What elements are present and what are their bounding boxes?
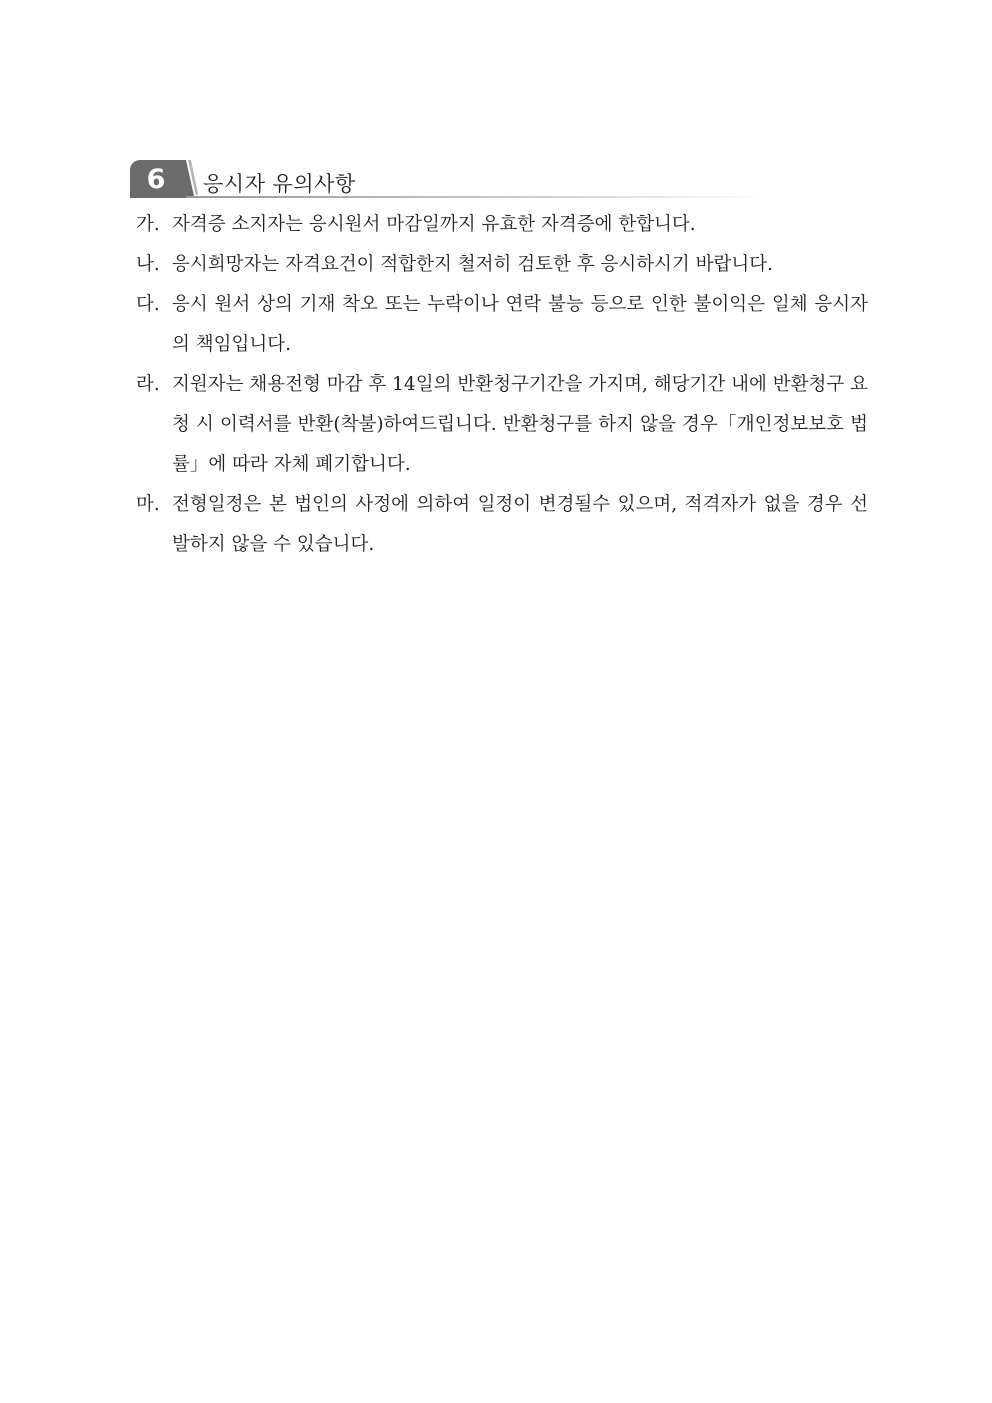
notice-item: [136, 365, 868, 485]
notice-item: [136, 245, 868, 285]
notice-marker: 나.: [136, 254, 160, 275]
notice-marker: 다.: [136, 294, 160, 315]
notice-text: 응시 원서 상의 기재 착오 또는 누락이나 연락 불능 등으로 인한 불이익은 일체 응시자의 책임입니다.: [172, 294, 868, 355]
section-header: [130, 158, 770, 200]
notice-marker: 가.: [136, 214, 160, 235]
notice-marker: 라.: [136, 374, 160, 395]
notice-item: [136, 485, 868, 565]
section-title: 응시자 유의사항: [203, 172, 356, 196]
notice-text: 지원자는 채용전형 마감 후 14일의 반환청구기간을 가지며, 해당기간 내에 반환청구 요청 시 이력서를 반환(착불)하여드립니다. 반환청구를 하지 않을 경우「개인정보보호 법률」에 따라 자체 폐기합니다.: [172, 374, 868, 475]
notice-marker: 마.: [136, 494, 160, 515]
header-divider: [186, 196, 770, 198]
section-number: 6: [146, 164, 166, 195]
notice-list: [136, 205, 868, 565]
notice-text: 자격증 소지자는 응시원서 마감일까지 유효한 자격증에 한합니다.: [172, 214, 696, 235]
notice-text: 응시희망자는 자격요건이 적합한지 철저히 검토한 후 응시하시기 바랍니다.: [172, 254, 774, 275]
notice-item: [136, 285, 868, 365]
notice-item: [136, 205, 868, 245]
badge-slant-decoration: [178, 160, 198, 198]
notice-text: 전형일정은 본 법인의 사정에 의하여 일정이 변경될수 있으며, 적격자가 없을 경우 선발하지 않을 수 있습니다.: [172, 494, 868, 555]
